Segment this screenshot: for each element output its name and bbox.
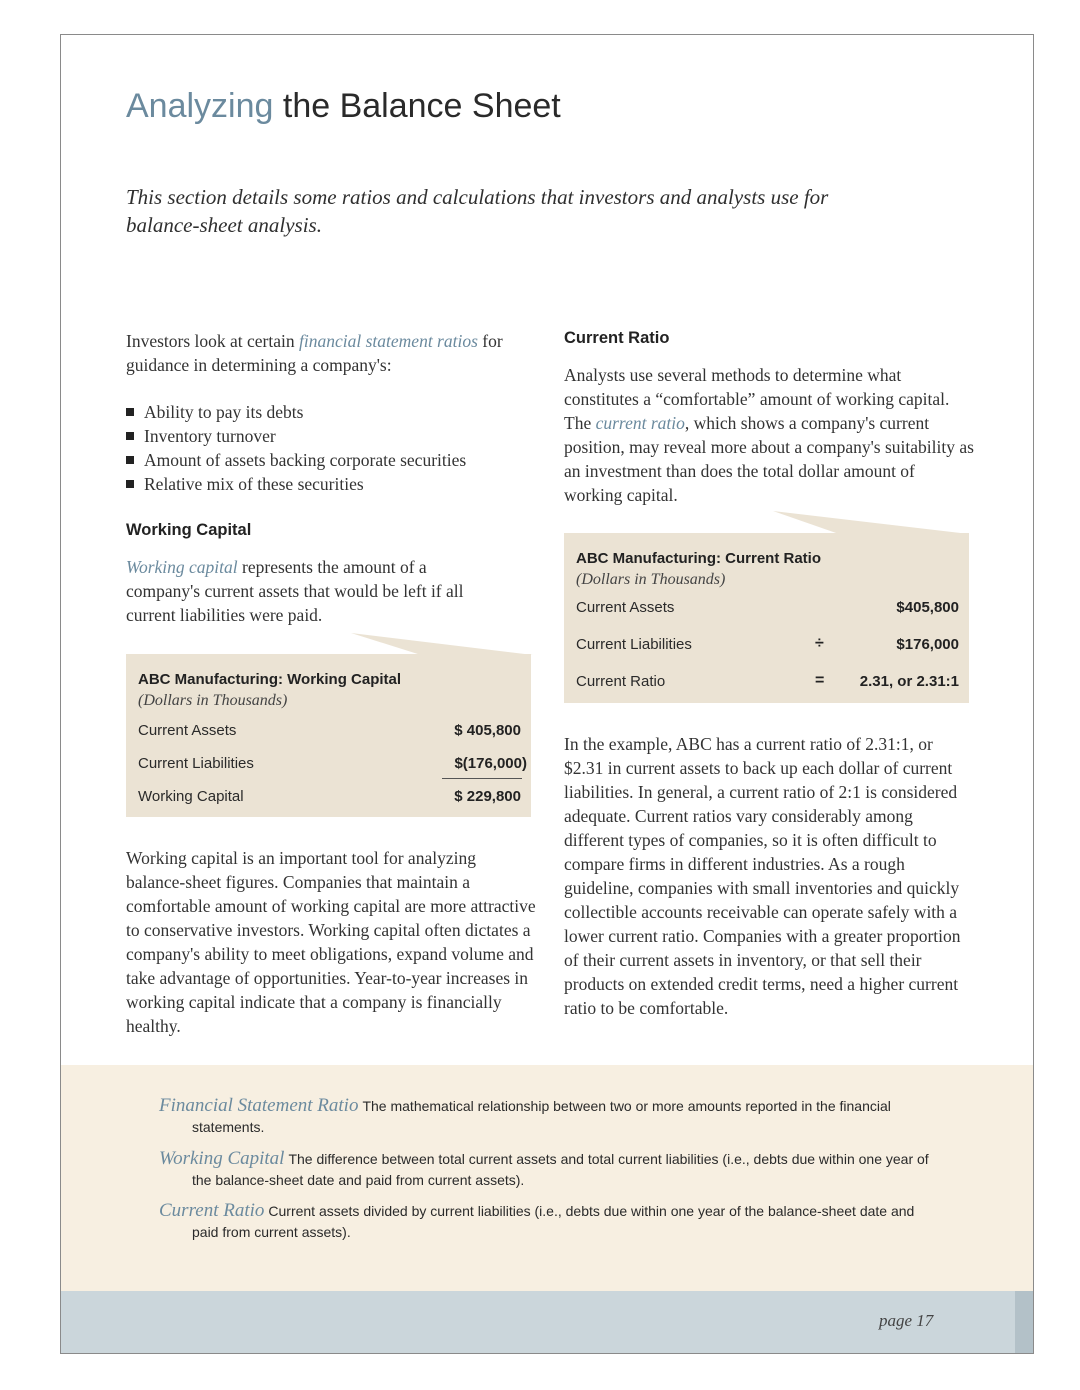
working-capital-definition-text: represents the amount of a company's current assets that would be left if all current liabilities were paid. <box>126 557 464 625</box>
working-capital-panel <box>126 654 531 817</box>
row-label: Current Ratio <box>576 673 666 690</box>
glossary-term: Working Capital <box>159 1148 285 1169</box>
row-label: Working Capital <box>138 788 244 805</box>
panel-title: ABC Manufacturing: Working Capital <box>138 671 402 688</box>
ratios-intro-post: for guidance in determining a company's: <box>126 331 503 375</box>
ratio-bullet-list <box>126 400 546 496</box>
row-value: $ 405,800 <box>454 722 521 739</box>
panel-title: ABC Manufacturing: Current Ratio <box>576 550 821 567</box>
callout-pointer <box>773 511 969 534</box>
working-capital-definition <box>126 555 496 627</box>
document-page <box>60 34 1034 1354</box>
glossary-definition: The mathematical relationship between two or more amounts reported in the financial statements. <box>192 1098 891 1135</box>
working-capital-heading: Working Capital <box>126 521 252 539</box>
row-value: $ 229,800 <box>454 788 521 805</box>
current-ratio-panel <box>564 533 969 703</box>
sum-rule <box>442 778 522 779</box>
current-ratio-intro-pre: Analysts use several methods to determine what constitutes a “comfortable” amount of working capital. The <box>564 365 950 433</box>
current-ratio-intro-post: , which shows a company's current position, may reveal more about a company's suitability as an investment than does the total dollar amount of working capital. <box>564 413 974 505</box>
row-label: Current Assets <box>138 722 237 739</box>
glossary-entry <box>159 1095 939 1138</box>
footer-edge-strip <box>1015 1291 1034 1354</box>
list-item: Relative mix of these securities <box>126 472 546 496</box>
row-value: $405,800 <box>896 599 959 616</box>
glossary-entry <box>159 1148 939 1191</box>
divide-operator: ÷ <box>815 635 824 652</box>
equals-operator: = <box>815 672 825 689</box>
glossary-definition: Current assets divided by current liabilities (i.e., debts due within one year of the balance-sheet date and paid from current assets). <box>192 1203 915 1240</box>
section-intro: This section details some ratios and calculations that investors and analysts use for balance-sheet analysis. <box>126 185 829 237</box>
current-ratio-paragraph: In the example, ABC has a current ratio of 2.31:1, or $2.31 in current assets to back up each dollar of current liabilities. In general, a current ratio of 2:1 is considered adequate. Current ratios vary considerably among different types of companies, so it is often difficult to compare firms in different industries. As a rough guideline, companies with small inventories and quickly collectible accounts receivable can operate safely with a lower current ratio. Companies with a greater proportion of their current assets in inventory, or that sell their products on extended credit terms, need a higher current ratio to be comfortable. <box>564 734 961 1018</box>
current-ratio-link[interactable]: current ratio <box>595 413 685 433</box>
ratios-intro <box>126 329 536 377</box>
title-highlight: Analyzing <box>126 87 274 125</box>
row-label: Current Liabilities <box>576 636 692 653</box>
page-title <box>126 87 561 126</box>
glossary-band <box>61 1065 1034 1291</box>
glossary-definition: The difference between total current assets and total current liabilities (i.e., debts due within one year of the balance-sheet date and paid from current assets). <box>192 1151 929 1188</box>
glossary-term: Financial Statement Ratio <box>159 1095 359 1116</box>
page-number: page 17 <box>879 1311 934 1330</box>
row-value: $(176,000) <box>454 755 527 772</box>
current-ratio-heading: Current Ratio <box>564 329 670 347</box>
glossary-term: Current Ratio <box>159 1200 265 1221</box>
working-capital-link[interactable]: Working capital <box>126 557 238 577</box>
list-item: Amount of assets backing corporate securities <box>126 448 546 472</box>
row-value: 2.31, or 2.31:1 <box>859 673 959 690</box>
glossary-entry <box>159 1200 939 1243</box>
panel-subtitle: (Dollars in Thousands) <box>576 571 726 588</box>
row-value: $176,000 <box>896 636 959 653</box>
panel-subtitle: (Dollars in Thousands) <box>138 692 288 709</box>
list-item: Inventory turnover <box>126 424 546 448</box>
callout-pointer <box>351 633 533 655</box>
ratios-intro-pre: Investors look at certain <box>126 331 300 351</box>
list-item: Ability to pay its debts <box>126 400 546 424</box>
working-capital-paragraph: Working capital is an important tool for analyzing balance-sheet figures. Companies that maintain a comfortable amount of working capital are more attractive to conservative investors. Working capital often dictates a company's ability to meet obligations, expand volume and take advantage of opportunities. Year-to-year increases in working capital indicate that a company is financially healthy. <box>126 848 536 1036</box>
row-label: Current Liabilities <box>138 755 254 772</box>
financial-statement-ratios-link[interactable]: financial statement ratios <box>299 331 478 351</box>
row-label: Current Assets <box>576 599 675 616</box>
title-rest: the Balance Sheet <box>282 87 561 125</box>
current-ratio-intro <box>564 363 976 507</box>
